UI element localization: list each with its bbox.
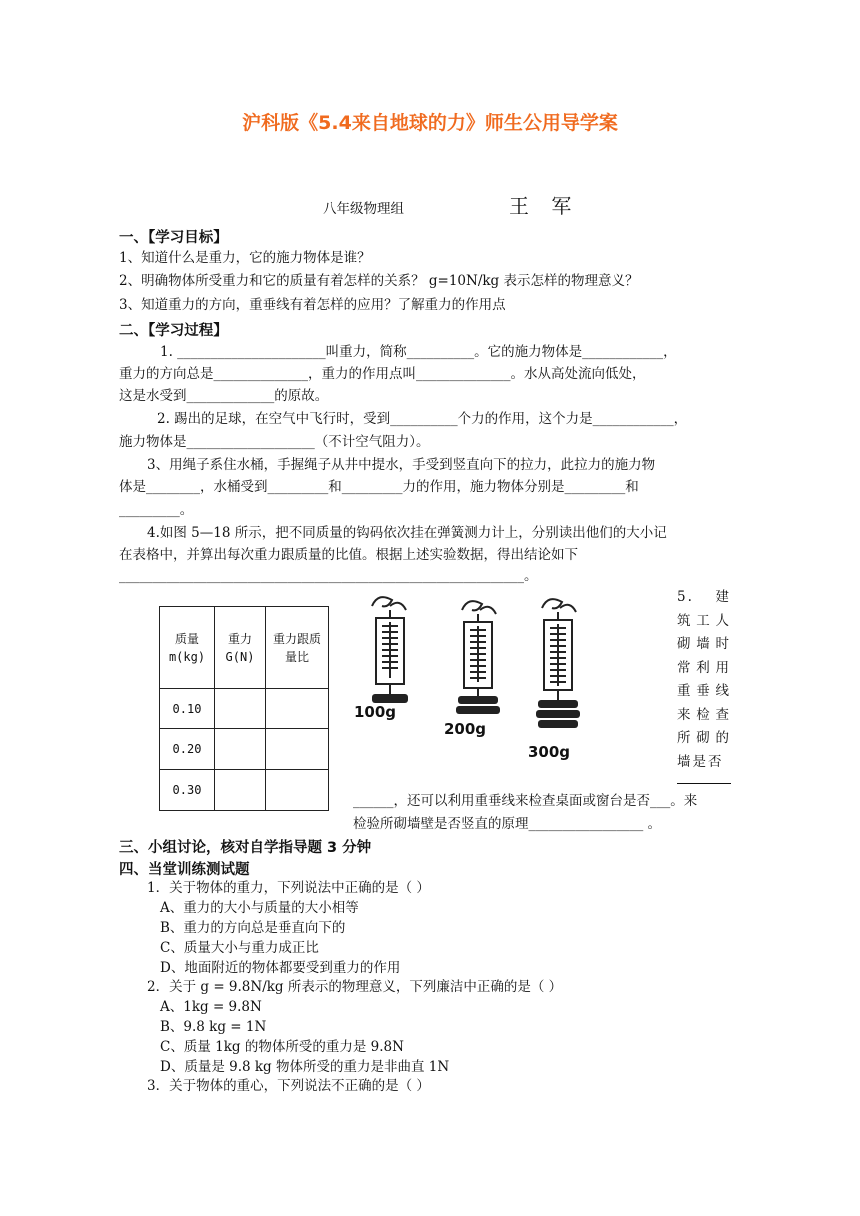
test-line: C、质量 1kg 的物体所受的重力是 9.8N	[160, 1039, 404, 1055]
answer-blank	[677, 775, 731, 784]
process-line: 重力的方向总是______________，重力的作用点叫______________。水从高处流向低处，	[119, 366, 646, 382]
process-line: 1. ______________________叫重力，简称__________。它的施力物体是____________，	[160, 344, 677, 360]
weight-label-100g: 100g	[354, 703, 397, 721]
test-line: D、质量是 9.8 kg 物体所受的重力是非曲直 1N	[160, 1059, 450, 1075]
table-header: 质量 m(kg)	[160, 607, 215, 689]
table-header: 重力跟质量比	[266, 607, 329, 689]
process-line: 这是水受到_____________的原故。	[119, 388, 329, 404]
test-line: C、质量大小与重力成正比	[160, 940, 319, 956]
goals-heading: 一、【学习目标】	[119, 230, 228, 246]
author-group: 八年级物理组	[323, 201, 404, 217]
spring-scale-figure	[350, 592, 640, 764]
table-cell: 0.20	[160, 729, 215, 770]
table-cell	[215, 770, 266, 811]
table-cell	[215, 689, 266, 729]
table-header: 重力 G(N)	[215, 607, 266, 689]
discussion-heading: 三、小组讨论，核对自学指导题 3 分钟	[119, 840, 372, 856]
table-cell	[266, 770, 329, 811]
table-cell: 0.30	[160, 770, 215, 811]
goal-line: 3、知道重力的方向，重垂线有着怎样的应用？了解重力的作用点	[119, 297, 506, 313]
test-line: 2．关于 g = 9.8N/kg 所表示的物理意义，下列廉洁中正确的是（ ）	[147, 979, 563, 995]
process-line: 2. 踢出的足球，在空气中飞行时，受到__________个力的作用，这个力是____________，	[157, 411, 688, 427]
table-cell	[266, 729, 329, 770]
table-cell: 0.10	[160, 689, 215, 729]
test-heading: 四、当堂训练测试题	[119, 862, 250, 878]
mass-weight-table	[159, 606, 329, 811]
question-5-side-text: 5. 建筑工人砌墙时常利用重垂线来检查所砌的墙是否	[677, 589, 731, 770]
test-line: A、1kg = 9.8N	[160, 999, 262, 1015]
process-line: 施力物体是___________________（不计空气阻力）。	[119, 434, 430, 450]
table-cell	[215, 729, 266, 770]
weight-label-200g: 200g	[444, 720, 487, 738]
author-teacher: 王 军	[509, 194, 580, 218]
test-line: D、地面附近的物体都要受到重力的作用	[160, 960, 401, 976]
test-line: 3．关于物体的重心，下列说法不正确的是（ ）	[147, 1078, 430, 1094]
goal-line: 2、明确物体所受重力和它的质量有着怎样的关系？ g=10N/kg 表示怎样的物理意义？	[119, 273, 639, 289]
process-line: 4.如图 5—18 所示，把不同质量的钩码依次挂在弹簧测力计上，分别读出他们的大小记	[147, 525, 667, 541]
weight-label-300g: 300g	[528, 743, 571, 761]
question-5-line: 检验所砌墙壁是否竖直的原理_________________ 。	[353, 816, 662, 832]
test-line: B、9.8 kg = 1N	[160, 1019, 267, 1035]
process-line: ____________________________________________________________。	[119, 568, 538, 584]
goal-line: 1、知道什么是重力，它的施力物体是谁？	[119, 250, 371, 266]
test-line: 1．关于物体的重力，下列说法中正确的是（ ）	[147, 880, 430, 896]
process-heading: 二、【学习过程】	[119, 323, 228, 339]
test-line: A、重力的大小与质量的大小相等	[160, 900, 359, 916]
document-title: 沪科版《5.4来自地球的力》师生公用导学案	[242, 112, 618, 134]
process-line: 体是________，水桶受到_________和_________力的作用，施力物体分别是_________和	[119, 479, 639, 495]
process-line: 3、用绳子系住水桶，手握绳子从井中提水，手受到竖直向下的拉力，此拉力的施力物	[147, 457, 656, 473]
test-line: B、重力的方向总是垂直向下的	[160, 920, 346, 936]
question-5-line: ______，还可以利用重垂线来检查桌面或窗台是否___。来	[353, 793, 698, 809]
table-cell	[266, 689, 329, 729]
process-line: _________。	[119, 502, 194, 518]
process-line: 在表格中，并算出每次重力跟质量的比值。根据上述实验数据，得出结论如下	[119, 547, 578, 563]
